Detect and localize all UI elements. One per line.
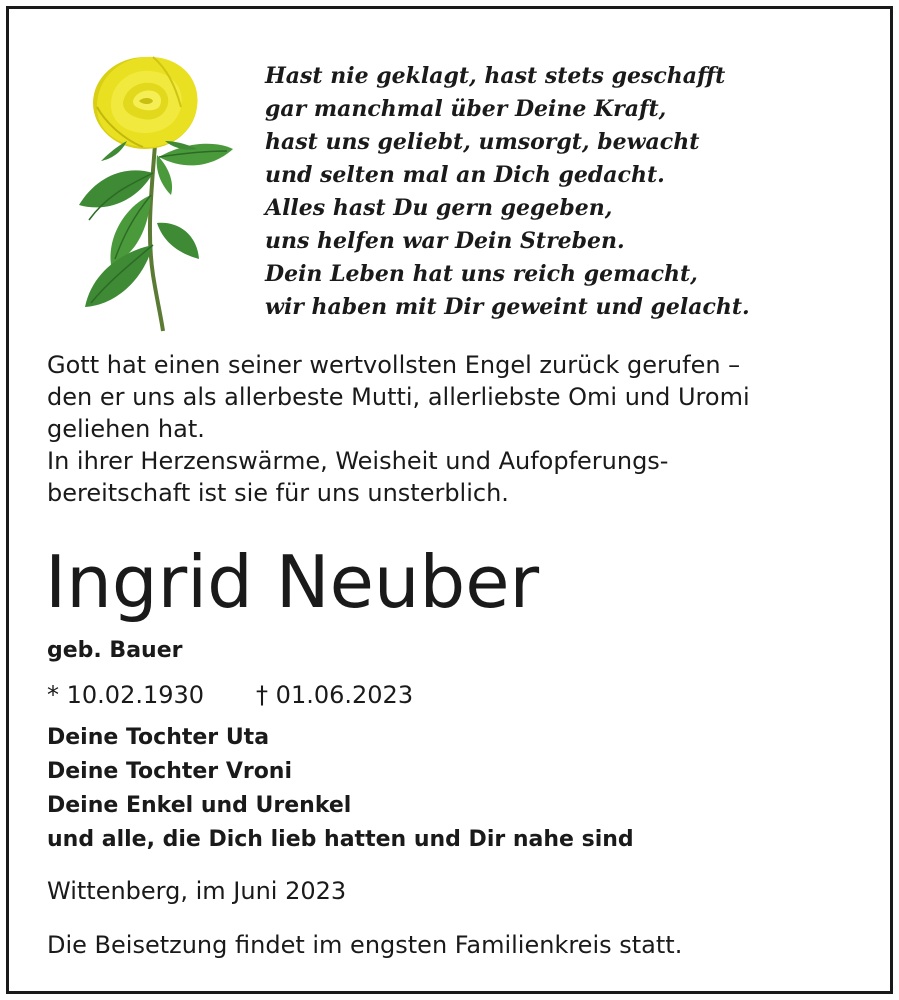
intro-line: In ihrer Herzenswärme, Weisheit und Aufopferungs- [47, 447, 669, 475]
deceased-name: Ingrid Neuber [45, 540, 540, 624]
maiden-name: geb. Bauer [47, 638, 183, 663]
poem-line: hast uns geliebt, umsorgt, bewacht [265, 129, 700, 155]
death-date: † 01.06.2023 [256, 681, 414, 709]
mourner-line: Deine Enkel und Urenkel [47, 793, 352, 818]
yellow-rose-icon [67, 45, 247, 337]
intro-line: bereitschaft ist sie für uns unsterblich. [47, 479, 509, 507]
intro-line: Gott hat einen seiner wertvollsten Engel zurück gerufen – [47, 351, 741, 379]
mourner-line: Deine Tochter Vroni [47, 759, 293, 784]
poem-line: uns helfen war Dein Streben. [265, 228, 625, 254]
burial-note: Die Beisetzung findet im engsten Familienkreis statt. [47, 931, 683, 959]
mourners-list [47, 721, 634, 857]
poem-line: Alles hast Du gern gegeben, [265, 195, 613, 221]
birth-date: * 10.02.1930 [47, 681, 205, 709]
place-date: Wittenberg, im Juni 2023 [47, 877, 347, 905]
life-dates [47, 679, 413, 711]
poem-line: gar manchmal über Deine Kraft, [265, 96, 667, 122]
intro-line: geliehen hat. [47, 415, 205, 443]
poem-line: Hast nie geklagt, hast stets geschafft [265, 63, 726, 89]
poem-line: wir haben mit Dir geweint und gelacht. [265, 294, 750, 320]
mourner-line: Deine Tochter Uta [47, 725, 270, 750]
intro-text [47, 349, 750, 509]
poem [265, 60, 750, 324]
intro-line: den er uns als allerbeste Mutti, allerliebste Omi und Uromi [47, 383, 750, 411]
poem-line: und selten mal an Dich gedacht. [265, 162, 665, 188]
poem-line: Dein Leben hat uns reich gemacht, [265, 261, 698, 287]
obituary-frame [6, 6, 893, 994]
mourner-line: und alle, die Dich lieb hatten und Dir nahe sind [47, 827, 634, 852]
